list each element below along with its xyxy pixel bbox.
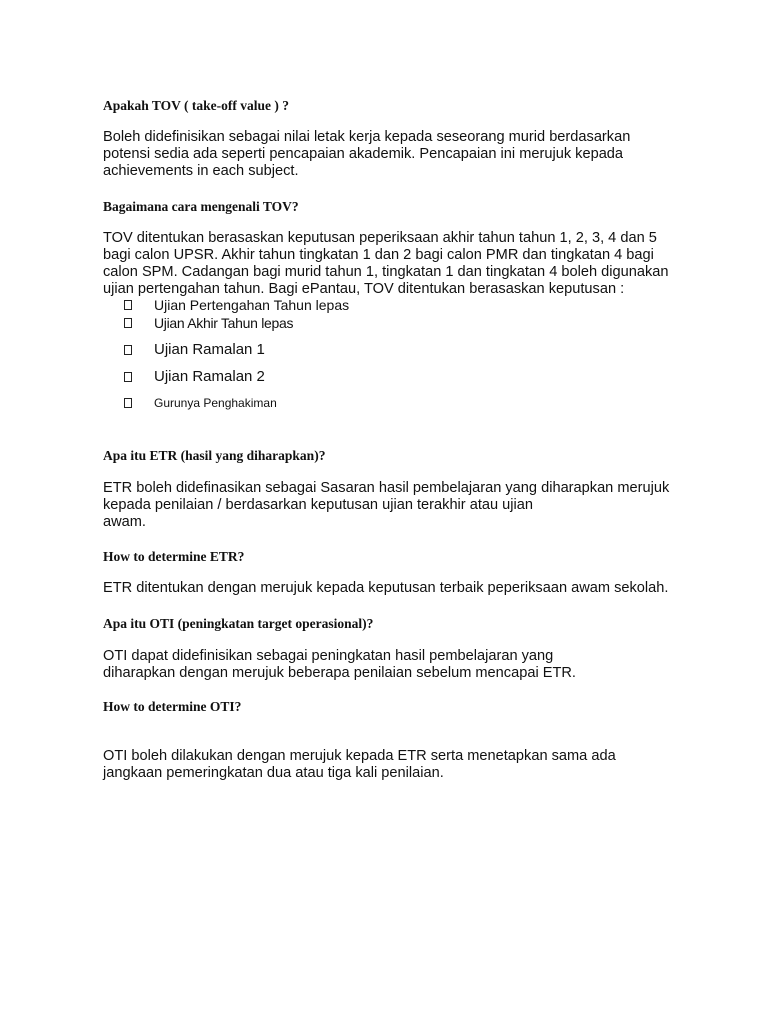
list-item-label: Ujian Pertengahan Tahun lepas: [154, 297, 350, 313]
list-item: [124, 315, 293, 331]
list-item: [124, 297, 349, 313]
text-line: OTI boleh dilakukan dengan merujuk kepada ETR serta menetapkan sama ada: [103, 748, 616, 764]
paragraph-tov-method: [103, 230, 713, 298]
text-line: potensi sedia ada seperti pencapaian akademik. Pencapaian ini merujuk kepada: [103, 146, 624, 162]
list-item-label: Ujian Ramalan 1: [154, 341, 265, 358]
text-line: ujian pertengahan tahun. Bagi ePantau, TOV ditentukan berasaskan keputusan :: [103, 281, 625, 297]
paragraph-oti-definition: [103, 648, 713, 682]
checkbox-square-icon: [124, 345, 132, 355]
checkbox-square-icon: [124, 318, 132, 328]
section-heading-etr: Apa itu ETR (hasil yang diharapkan)?: [103, 448, 326, 463]
paragraph-etr-method: [103, 580, 713, 597]
list-item: [124, 368, 265, 385]
checkbox-square-icon: [124, 372, 132, 382]
text-line: bagi calon UPSR. Akhir tahun tingkatan 1 dan 2 bagi calon PMR dan tingkatan 4 bagi: [103, 247, 654, 263]
text-line: ETR ditentukan dengan merujuk kepada keputusan terbaik peperiksaan awam sekolah.: [103, 580, 669, 596]
text-line: achievements in each subject.: [103, 163, 299, 179]
paragraph-etr-definition: [103, 480, 713, 531]
text-line: kepada penilaian / berdasarkan keputusan ujian terakhir atau ujian: [103, 497, 534, 513]
text-line: OTI dapat didefinisikan sebagai peningkatan hasil pembelajaran yang: [103, 648, 554, 664]
list-item-label: Ujian Akhir Tahun lepas: [154, 315, 294, 331]
section-heading-tov-how: Bagaimana cara mengenali TOV?: [103, 199, 299, 214]
text-line: TOV ditentukan berasaskan keputusan peperiksaan akhir tahun tahun 1, 2, 3, 4 dan 5: [103, 230, 657, 246]
text-line: diharapkan dengan merujuk beberapa penilaian sebelum mencapai ETR.: [103, 665, 576, 681]
section-heading-oti: Apa itu OTI (peningkatan target operasional)?: [103, 616, 374, 631]
text-line: awam.: [103, 514, 146, 530]
list-item-label: Gurunya Penghakiman: [154, 396, 277, 410]
section-heading-tov: Apakah TOV ( take-off value ) ?: [103, 98, 290, 113]
list-item: [124, 396, 277, 410]
paragraph-tov-definition: [103, 129, 713, 180]
text-line: calon SPM. Cadangan bagi murid tahun 1, tingkatan 1 dan tingkatan 4 boleh digunakan: [103, 264, 669, 280]
paragraph-oti-method: [103, 748, 713, 782]
checkbox-square-icon: [124, 398, 132, 408]
section-heading-etr-how: How to determine ETR?: [103, 549, 245, 564]
text-line: jangkaan pemeringkatan dua atau tiga kali penilaian.: [103, 765, 444, 781]
text-line: Boleh didefinisikan sebagai nilai letak kerja kepada seseorang murid berdasarkan: [103, 129, 631, 145]
text-line: ETR boleh didefinasikan sebagai Sasaran hasil pembelajaran yang diharapkan merujuk: [103, 480, 670, 496]
list-item-label: Ujian Ramalan 2: [154, 368, 265, 385]
list-item: [124, 341, 265, 358]
section-heading-oti-how: How to determine OTI?: [103, 699, 242, 714]
checkbox-square-icon: [124, 300, 132, 310]
